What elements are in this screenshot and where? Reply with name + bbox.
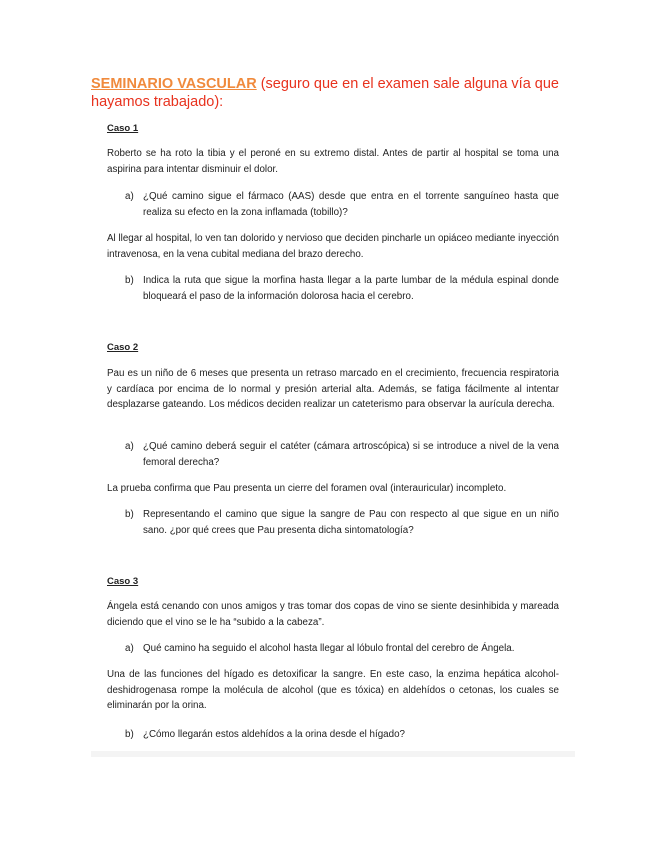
question-text: ¿Qué camino deberá seguir el catéter (cámara artroscópica) si se introduce a nivel de la vena femoral derecha? — [143, 441, 559, 468]
title-heading: SEMINARIO VASCULAR — [91, 76, 257, 92]
title-subtitle: (seguro que en el examen sale alguna vía que hayamos trabajado): — [91, 76, 559, 110]
caso-2-middle: La prueba confirma que Pau presenta un cierre del foramen oval (interauricular) incompleto. — [107, 483, 507, 494]
question-text: Qué camino ha seguido el alcohol hasta llegar al lóbulo frontal del cerebro de Ángela. — [143, 643, 515, 654]
page-bottom-shadow — [91, 751, 575, 757]
caso-3-middle: Una de las funciones del hígado es detoxificar la sangre. En este caso, la enzima hepática alcohol-deshidrogenasa rompe la molécula de alcohol (que es tóxica) en aldehídos o cetonas, los cuales se eliminarán por la orina. — [107, 669, 559, 711]
caso-3-intro: Ángela está cenando con unos amigos y tras tomar dos copas de vino se siente desinhibida y mareada diciendo que el vino se le ha “subido a la cabeza”. — [107, 601, 559, 628]
caso-3-title: Caso 3 — [107, 576, 139, 587]
question-text: ¿Cómo llegarán estos aldehídos a la orina desde el hígado? — [143, 729, 405, 740]
caso-3-question-b — [125, 727, 559, 743]
caso-1-intro: Roberto se ha roto la tibia y el peroné en su extremo distal. Antes de partir al hospital se toma una aspirina para intentar disminuir el dolor. — [107, 148, 559, 175]
caso-1-title: Caso 1 — [107, 123, 139, 134]
question-label: a) — [125, 191, 134, 202]
question-text: Representando el camino que sigue la sangre de Pau con respecto al que sigue en un niño sano. ¿por qué crees que Pau presenta dicha sintomatología? — [143, 509, 559, 536]
caso-2-question-a — [125, 439, 559, 470]
caso-2-title: Caso 2 — [107, 342, 139, 353]
caso-2-intro: Pau es un niño de 6 meses que presenta un retraso marcado en el crecimiento, frecuencia respiratoria y cardíaca por encima de lo normal y presión arterial alta. Además, se fatiga fácilmente al intentar desplazarse gateando. Los médicos deciden realizar un cateterismo para observar la aurícula derecha. — [107, 368, 559, 410]
caso-2-question-b — [125, 507, 559, 538]
caso-1-middle: Al llegar al hospital, lo ven tan dolorido y nervioso que deciden pincharle un opiáceo mediante inyección intravenosa, en la vena cubital mediana del brazo derecho. — [107, 233, 559, 260]
question-label: b) — [125, 729, 134, 740]
document-title — [91, 75, 591, 111]
question-label: a) — [125, 441, 134, 452]
question-text: Indica la ruta que sigue la morfina hasta llegar a la parte lumbar de la médula espinal donde bloqueará el paso de la información dolorosa hacia el cerebro. — [143, 275, 559, 302]
caso-1-question-b — [125, 273, 559, 304]
question-label: a) — [125, 643, 134, 654]
caso-1-question-a — [125, 189, 559, 220]
caso-3-question-a — [125, 641, 559, 657]
question-label: b) — [125, 509, 134, 520]
question-text: ¿Qué camino sigue el fármaco (AAS) desde que entra en el torrente sanguíneo hasta que realiza su efecto en la zona inflamada (tobillo)? — [143, 191, 559, 218]
question-label: b) — [125, 275, 134, 286]
